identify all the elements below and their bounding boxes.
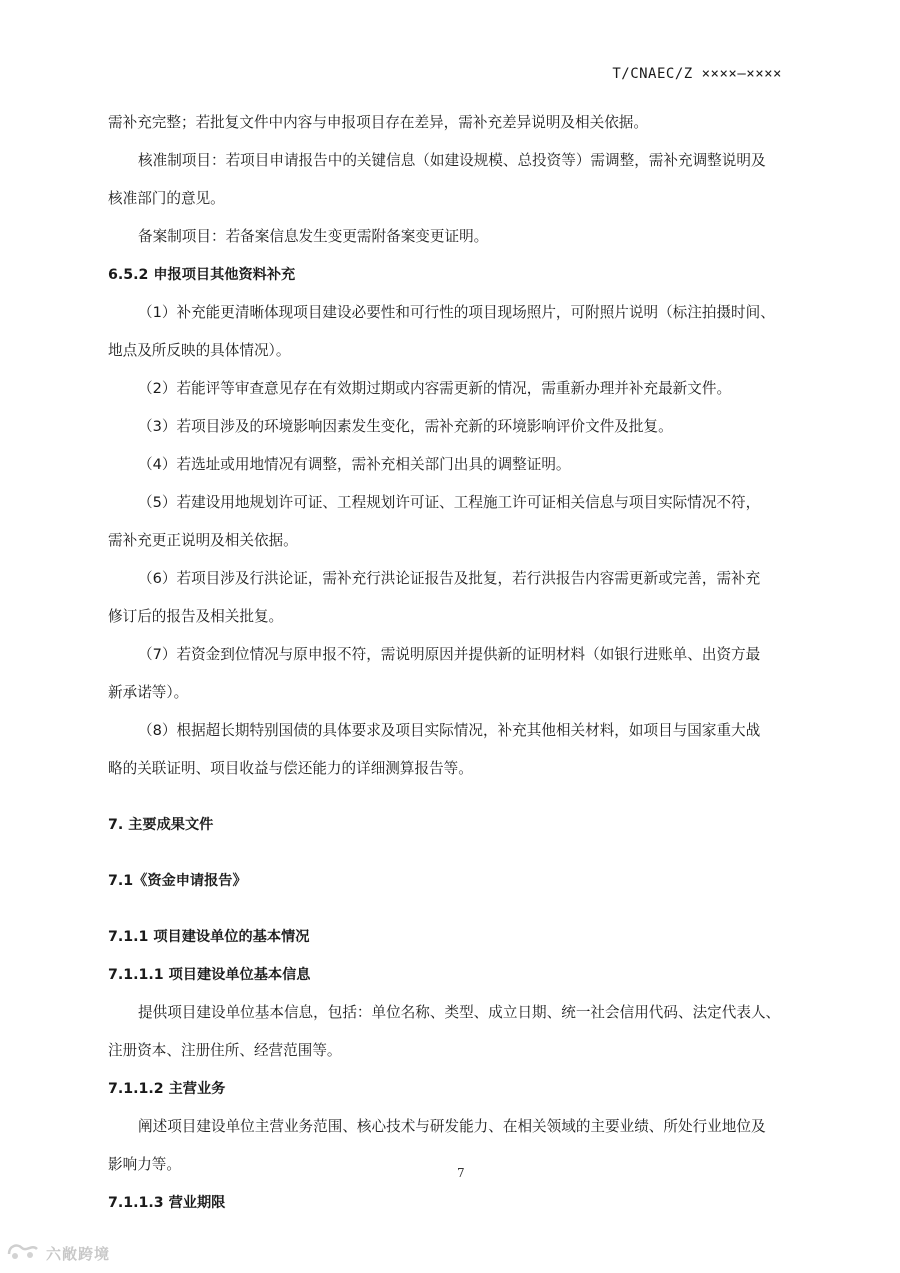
paragraph	[108, 456, 814, 474]
paragraph-line: （4）若选址或用地情况有调整，需补充相关部门出具的调整证明。	[138, 456, 571, 473]
section-heading: 7. 主要成果文件	[108, 817, 214, 833]
page-number: 7	[457, 1166, 465, 1180]
paragraph-line: 修订后的报告及相关批复。	[108, 608, 284, 625]
paragraph-line: 备案制项目：若备案信息发生变更需附备案变更证明。	[138, 228, 489, 245]
section-heading: 7.1《资金申请报告》	[108, 873, 247, 889]
paragraph-line: 略的关联证明、项目收益与偿还能力的详细测算报告等。	[108, 760, 473, 777]
paragraph-line: 阐述项目建设单位主营业务范围、核心技术与研发能力、在相关领域的主要业绩、所处行业地位及	[138, 1118, 766, 1135]
document-body	[108, 114, 814, 1212]
paragraph	[108, 152, 814, 208]
paragraph	[108, 494, 814, 550]
section-heading: 7.1.1 项目建设单位的基本情况	[108, 929, 310, 945]
paragraph-line: 新承诺等）。	[108, 684, 189, 701]
paragraph-line: 注册资本、注册住所、经营范围等。	[108, 1042, 342, 1059]
paragraph	[108, 722, 814, 778]
paragraph	[108, 114, 814, 132]
watermark-logo-icon	[6, 1240, 40, 1266]
section-heading: 6.5.2 申报项目其他资料补充	[108, 267, 296, 283]
paragraph	[108, 570, 814, 626]
paragraph-line: （1）补充能更清晰体现项目建设必要性和可行性的项目现场照片，可附照片说明（标注拍摄时间、	[138, 304, 775, 321]
paragraph-line: 核准部门的意见。	[108, 190, 225, 207]
paragraph-line: 地点及所反映的具体情况）。	[108, 342, 291, 359]
paragraph-line: （6）若项目涉及行洪论证，需补充行洪论证报告及批复，若行洪报告内容需更新或完善，需补充	[138, 570, 761, 587]
paragraph-line: 影响力等。	[108, 1156, 181, 1173]
paragraph	[108, 418, 814, 436]
paragraph-line: （8）根据超长期特别国债的具体要求及项目实际情况，补充其他相关材料，如项目与国家重大战	[138, 722, 761, 739]
document-code: T/CNAEC/Z ××××—××××	[612, 66, 782, 82]
paragraph-line: （5）若建设用地规划许可证、工程规划许可证、工程施工许可证相关信息与项目实际情况不符，	[138, 494, 761, 511]
paragraph-line: 核准制项目：若项目申请报告中的关键信息（如建设规模、总投资等）需调整，需补充调整说明及	[138, 152, 766, 169]
watermark-text: 六敞跨境	[46, 1244, 111, 1263]
paragraph	[108, 646, 814, 702]
section-heading: 7.1.1.1 项目建设单位基本信息	[108, 967, 311, 983]
paragraph-line: （7）若资金到位情况与原申报不符，需说明原因并提供新的证明材料（如银行进账单、出资方最	[138, 646, 761, 663]
paragraph	[108, 1004, 814, 1060]
paragraph-line: 需补充更正说明及相关依据。	[108, 532, 298, 549]
paragraph	[108, 228, 814, 246]
section-heading: 7.1.1.3 营业期限	[108, 1195, 226, 1211]
paragraph	[108, 380, 814, 398]
paragraph-line: （3）若项目涉及的环境影响因素发生变化，需补充新的环境影响评价文件及批复。	[138, 418, 673, 435]
paragraph-line: （2）若能评等审查意见存在有效期过期或内容需更新的情况，需重新办理并补充最新文件。	[138, 380, 732, 397]
paragraph	[108, 304, 814, 360]
paragraph-line: 提供项目建设单位基本信息，包括：单位名称、类型、成立日期、统一社会信用代码、法定代表人、	[138, 1004, 781, 1021]
paragraph-line: 需补充完整；若批复文件中内容与申报项目存在差异，需补充差异说明及相关依据。	[108, 114, 648, 131]
watermark	[6, 1241, 110, 1265]
section-heading: 7.1.1.2 主营业务	[108, 1081, 226, 1097]
